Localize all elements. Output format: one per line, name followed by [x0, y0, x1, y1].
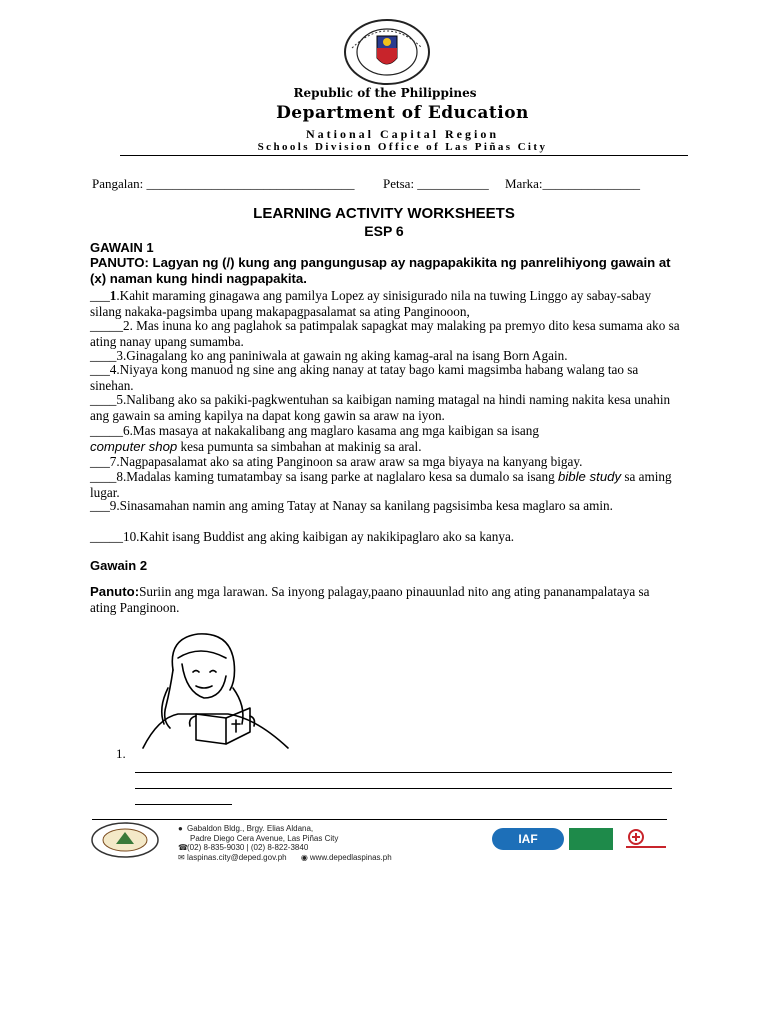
- web-icon: ◉: [300, 852, 308, 862]
- item-number: 6: [122, 423, 130, 438]
- item-number: 1: [109, 288, 117, 303]
- division-text: Schools Division Office of Las Piñas City: [257, 141, 548, 153]
- item-text: .Nalibang ako sa pakiki-pagkwentuhan sa kaibigan naming matagal na hindi naming nakita kesa unahin ang gawain sa aming kapilya na dapat kong gawin sa araw na iyon.: [90, 392, 671, 423]
- answer-line: [135, 804, 232, 805]
- list-item: [90, 288, 680, 319]
- item-number: 2: [122, 318, 130, 333]
- email-text: laspinas.city@deped.gov.ph: [187, 852, 287, 862]
- division-logo: [90, 822, 160, 858]
- item-number: 8: [116, 469, 123, 484]
- deped-seal: [342, 18, 432, 86]
- list-item: [90, 454, 680, 470]
- item-text: .Madalas kaming tumatambay sa isang parke at naglalaro kesa sa dumalo sa isang: [122, 469, 559, 484]
- gawain2-item-number: 1.: [116, 746, 126, 761]
- certification-logo: [569, 828, 613, 850]
- header-divider: [120, 155, 688, 156]
- subject-title: ESP 6: [364, 223, 404, 239]
- item-number: 7: [109, 454, 117, 469]
- department-text: Department of Education: [276, 103, 529, 123]
- republic-text: Republic of the Philippines: [293, 86, 477, 100]
- item-number: 4: [109, 362, 117, 377]
- item-italic: bible study: [558, 469, 622, 484]
- item-text: .Kahit maraming ginagawa ang pamilya Lopez ay sinisigurado nila na tuwing Linggo ay sabay-sabay silang nakaka-pagsimba upang makapagpasalamat sa ating Panginooon,: [90, 288, 652, 319]
- email-icon: ✉: [178, 852, 185, 862]
- answer-line: [135, 788, 672, 789]
- item-text: kesa pumunta sa simbahan at makinig sa aral.: [177, 438, 422, 454]
- item-text: .Ginagalang ko ang paniniwala at gawain ng aking kamag-aral na isang Born Again.: [122, 348, 568, 363]
- gawain1-heading: GAWAIN 1: [90, 240, 154, 255]
- answer-blank: ___: [90, 362, 110, 377]
- gawain1-instruction: PANUTO: Lagyan ng (/) kung ang pangungusap ay nagpapakikita ng panrelihiyong gawain at (x) naman kung hindi nagpapakita.: [90, 255, 671, 286]
- girl-reading-illustration: [138, 628, 298, 754]
- location-icon: ●: [178, 824, 183, 833]
- grade-field: Marka:_______________: [505, 176, 641, 191]
- item-number: 5: [116, 392, 123, 407]
- gawain2-instruction: [90, 584, 650, 616]
- item-text: . Mas inuna ko ang paglahok sa patimpalak sapagkat may malaking pa premyo dito kesa sumama ako sa ating nanay upang sumamba.: [90, 318, 680, 349]
- phone-icon: ☎: [178, 843, 188, 852]
- item-number: 10: [122, 529, 137, 544]
- worksheet-title: LEARNING ACTIVITY WORKSHEETS: [253, 205, 515, 222]
- item-number: 9: [109, 498, 117, 513]
- item-italic: computer shop: [90, 438, 178, 454]
- footer-contact: [178, 824, 392, 862]
- name-field: Pangalan: ________________________________: [92, 176, 355, 191]
- iaf-badge: IAF: [492, 828, 564, 850]
- answer-blank: ____: [90, 469, 117, 484]
- date-field: Petsa: ___________: [383, 176, 489, 191]
- answer-line: [135, 772, 672, 773]
- answer-blank: ____: [90, 392, 117, 407]
- phone-text: (02) 8-835-9030 | (02) 8-822-3840: [187, 843, 309, 852]
- partner-logo: [622, 827, 670, 851]
- address-line-2: Padre Diego Cera Avenue, Las Piñas City: [190, 833, 339, 843]
- instruction-text: Suriin ang mga larawan. Sa inyong palagay,paano pinauunlad nito ang ating pananampalataya sa ating Panginoon.: [90, 584, 650, 615]
- list-item: [90, 392, 680, 423]
- item-number: 3: [116, 348, 123, 363]
- address-line-1: Gabaldon Bldg., Brgy. Elias Aldana,: [187, 824, 314, 833]
- list-item: [90, 423, 680, 454]
- website-text: www.depedlaspinas.ph: [309, 852, 392, 862]
- list-item: [90, 469, 680, 500]
- answer-blank: _____: [90, 423, 123, 438]
- gawain2-heading: Gawain 2: [90, 558, 148, 573]
- item-text: .Niyaya kong manuod ng sine ang aking nanay at tatay bago kami magsimba habang walang tao sa sinehan.: [90, 362, 639, 393]
- list-item: [90, 362, 680, 393]
- answer-blank: ___: [90, 454, 110, 469]
- answer-blank: ___: [90, 288, 110, 303]
- instruction-label: Panuto:: [90, 584, 140, 599]
- list-item: [90, 498, 680, 514]
- list-item: [90, 318, 680, 349]
- list-item: [90, 529, 680, 545]
- item-text: .Kahit isang Buddist ang aking kaibigan ay nakikipaglaro ako sa kanya.: [136, 529, 515, 544]
- answer-blank: ____: [90, 348, 117, 363]
- item-text: sa aming lugar.: [90, 469, 672, 500]
- item-text: .Nagpapasalamat ako sa ating Panginoon sa araw araw sa mga biyaya na kanyang bigay.: [116, 454, 583, 469]
- answer-blank: _____: [90, 318, 123, 333]
- answer-blank: _____: [90, 529, 123, 544]
- item-text: .Sinasamahan namin ang aming Tatay at Nanay sa kanilang pagsisimba kesa maglaro sa amin.: [116, 498, 613, 513]
- region-text: National Capital Region: [305, 127, 499, 141]
- answer-blank: ___: [90, 498, 110, 513]
- footer-divider: [92, 819, 667, 820]
- item-text: .Mas masaya at nakakalibang ang maglaro kasama ang mga kaibigan sa isang: [129, 423, 539, 438]
